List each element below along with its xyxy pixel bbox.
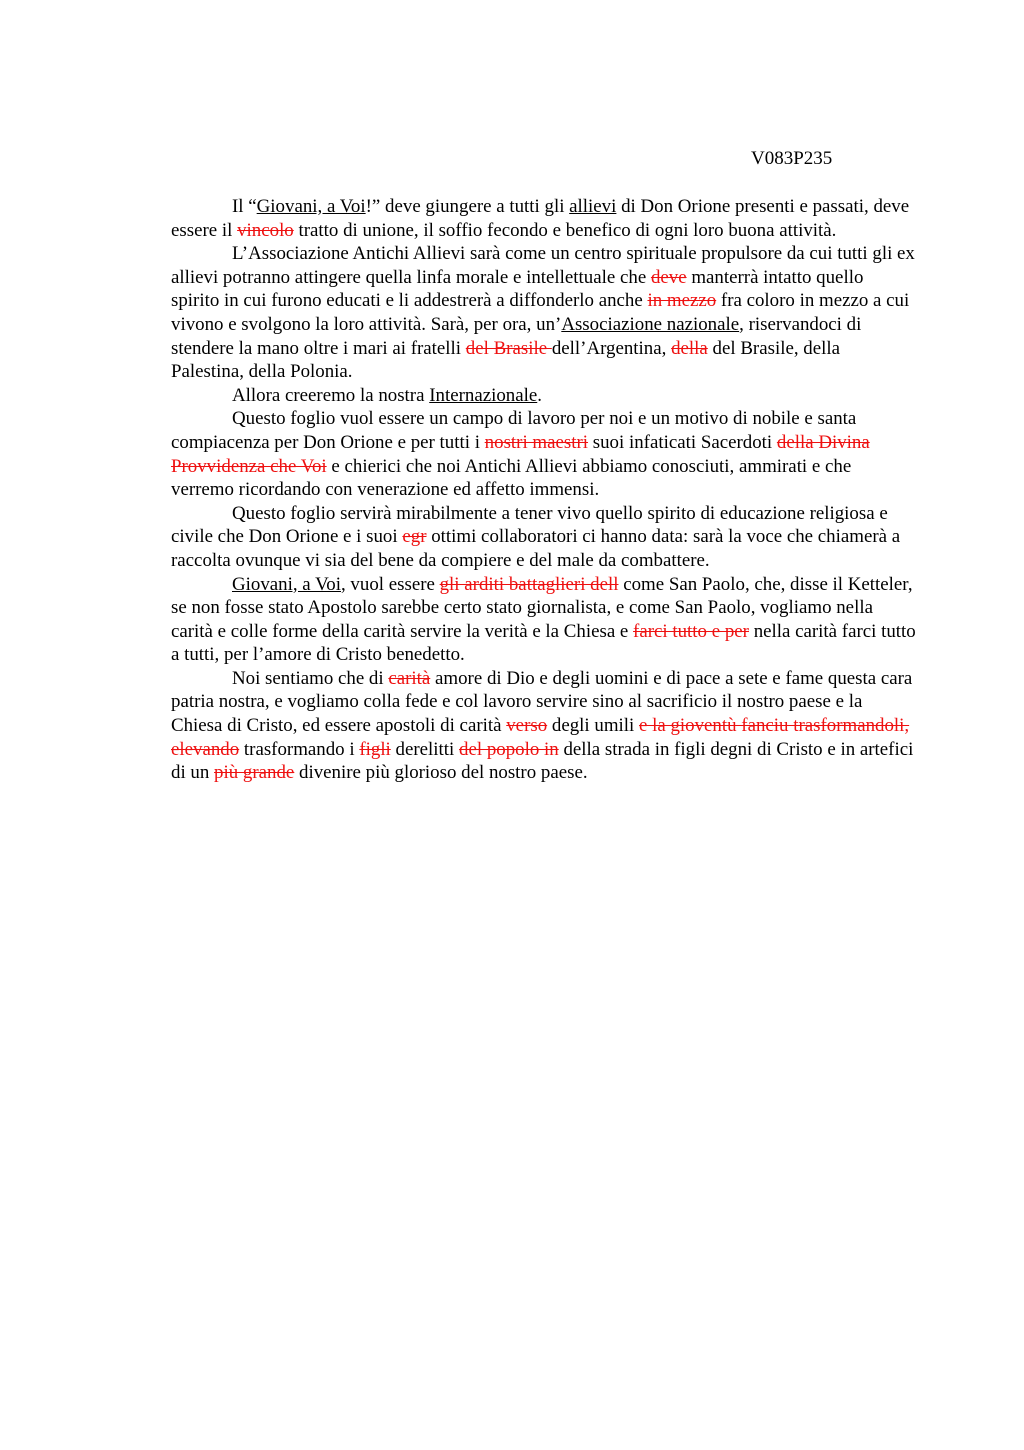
underlined-text: Giovani, a Voi [232, 573, 341, 595]
text-run: Noi sentiamo che di [232, 667, 389, 689]
text-run: suoi infaticati Sacerdoti [588, 431, 777, 453]
deleted-text: egr [402, 526, 427, 548]
text-run: del Brasile, della Palestina, della Polonia. [171, 337, 841, 383]
text-run: degli umili [547, 715, 639, 737]
page-identifier: V083P235 [751, 148, 833, 169]
deleted-text: della Divina Provvidenza che Voi [171, 431, 870, 477]
text-run: , vuol essere [340, 573, 440, 595]
text-run: Questo foglio vuol essere un campo di lavoro per noi e un motivo di nobile e santa compiacenza per Don Orione e per tutti i [171, 408, 857, 453]
deleted-text: carità [388, 667, 431, 689]
deleted-text: in mezzo [647, 290, 717, 312]
text-run: Allora creeremo la nostra [232, 384, 430, 406]
text-run: dell’Argentina, [551, 337, 672, 359]
deleted-text: gli arditi battaglieri dell [439, 573, 619, 595]
text-run: tratto di unione, il soffio fecondo e benefico di ogni loro buona attività. [293, 219, 837, 241]
text-run: ottimi collaboratori ci hanno data: sarà la voce che chiamerà a raccolta ovunque vi sia del bene da compiere e del male da combattere. [171, 526, 901, 571]
deleted-text: figli [359, 738, 391, 760]
text-run: !” deve giungere a tutti gli [365, 196, 570, 217]
paragraph [171, 502, 916, 573]
paragraph [171, 407, 916, 501]
paragraph [171, 573, 916, 667]
deleted-text: farci tutto e per [633, 620, 749, 642]
text-run: , riservandoci di stendere la mano oltre i mari ai fratelli [171, 313, 862, 359]
text-run: nella carità farci tutto a tutti, per l’amore di Cristo benedetto. [171, 620, 916, 666]
deleted-text: più grande [214, 762, 295, 784]
deleted-text: deve [650, 266, 687, 288]
text-run: e chierici che noi Antichi Allievi abbiamo conosciuti, ammirati e che verremo ricordando con venerazione ed affetto immensi. [171, 455, 852, 501]
underlined-text: Giovani, a Voi [256, 196, 366, 217]
deleted-text: nostri maestri [484, 431, 589, 453]
deleted-text: verso [506, 715, 548, 737]
text-run: divenire più glorioso del nostro paese. [294, 762, 588, 784]
deleted-text: vincolo [237, 219, 294, 241]
deleted-text: della [671, 337, 708, 359]
text-run: di Don Orione presenti e passati, deve essere il [171, 196, 910, 241]
text-run: fra coloro in mezzo a cui vivono e svolgono la loro attività. Sarà, per ora, un’ [171, 290, 910, 335]
text-run: della strada in figli degni di Cristo e in artefici di un [171, 738, 914, 784]
text-run: derelitti [390, 738, 460, 760]
paragraph [171, 667, 916, 785]
deleted-text: e la gioventù fanciu trasformandoli, elevando [171, 715, 910, 760]
deleted-text: del popolo in [459, 738, 559, 760]
deleted-text: del Brasile [465, 337, 552, 359]
text-run: manterrà intatto quello spirito in cui furono educati e li addestrerà a diffonderlo anche [171, 266, 864, 312]
paragraph [171, 195, 916, 242]
underlined-text: Internazionale [429, 384, 538, 406]
text-run: trasformando i [239, 738, 360, 760]
paragraph [171, 242, 916, 384]
text-run: amore di Dio e degli uomini e di pace a sete e fame questa cara patria nostra, e vogliamo colla fede e col lavoro servire sino al sacrificio il nostro paese e la Chiesa di Cristo, ed essere apostoli di carità [171, 667, 913, 737]
text-run: Questo foglio servirà mirabilmente a tener vivo quello spirito di educazione religiosa e civile che Don Orione e i suoi [171, 502, 888, 548]
text-run: L’Associazione Antichi Allievi sarà come un centro spirituale propulsore da cui tutti gli ex allievi potranno attingere quella linfa morale e intellettuale che [171, 243, 915, 288]
underlined-text: Associazione nazionale [561, 313, 740, 335]
text-run: . [537, 384, 542, 406]
underlined-text: allievi [569, 196, 617, 217]
paragraph [171, 384, 916, 408]
text-run: Il “ [232, 196, 257, 217]
text-run: come San Paolo, che, disse il Ketteler, se non fosse stato Apostolo sarebbe certo stato giornalista, e come San Paolo, vogliamo nella carità e colle forme della carità servire la verità e la Chiesa e [171, 573, 913, 642]
document-body [171, 195, 916, 785]
